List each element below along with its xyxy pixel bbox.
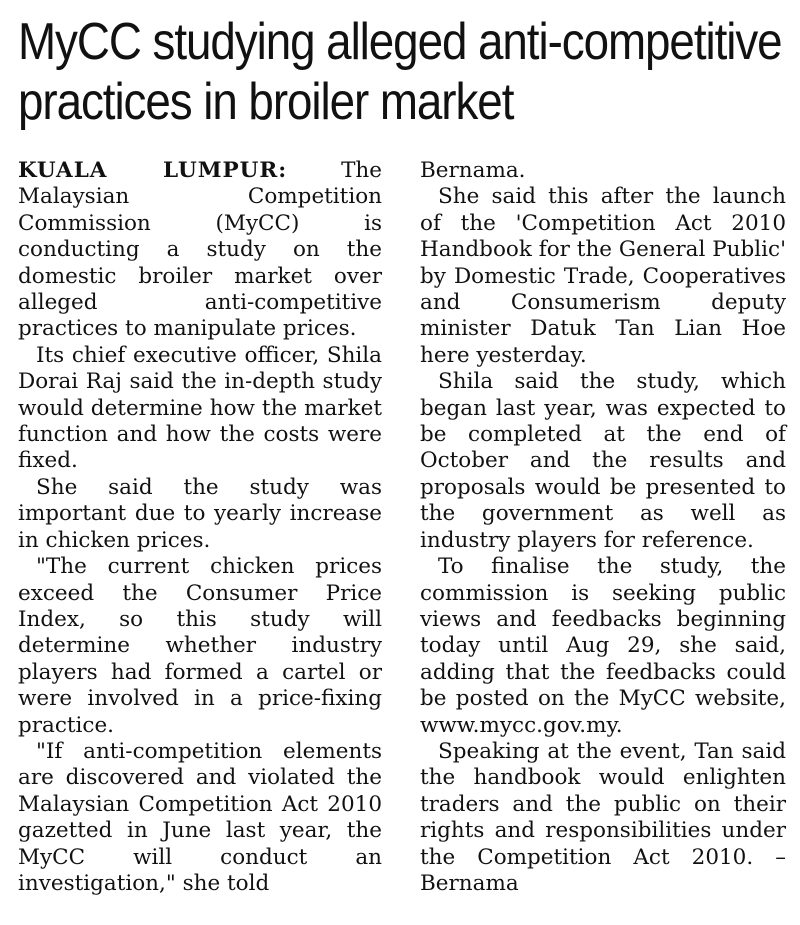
paragraph: Speaking at the event, Tan said the handbook would enlighten traders and the public on their rights and responsibilities under the Competition Act 2010. – Bernama	[420, 738, 786, 896]
paragraph: "If anti-competition elements are discovered and violated the Malaysian Competition Act 2010 gazetted in June last year, the MyCC will conduct an investigation," she told	[18, 738, 382, 896]
paragraph: She said this after the launch of the 'Competition Act 2010 Handbook for the General Public' by Domestic Trade, Cooperatives and Consumerism deputy minister Datuk Tan Lian Hoe here yesterday.	[420, 184, 786, 368]
headline-line-2: practices in broiler market	[18, 73, 514, 131]
dateline: KUALA LUMPUR:	[18, 158, 288, 183]
paragraph-lead	[18, 158, 382, 343]
paragraph: "The current chicken prices exceed the Consumer Price Index, so this study will determine whether industry players had formed a cartel or were involved in a price-fixing practice.	[18, 554, 382, 738]
paragraph: She said the study was important due to yearly increase in chicken prices.	[18, 474, 382, 553]
lead-text: The Malaysian Competition Commission (MyCC) is conducting a study on the domestic broiler market over alleged anti-competitive practices to manipulate prices.	[18, 158, 382, 342]
paragraph: Its chief executive officer, Shila Dorai Raj said the in-depth study would determine how the market function and how the costs were fixed.	[18, 342, 382, 474]
paragraph: To finalise the study, the commission is seeking public views and feedbacks beginning today until Aug 29, she said, adding that the feedbacks could be posted on the MyCC website, www.mycc.gov.my.	[420, 554, 786, 738]
paragraph: Shila said the study, which began last year, was expected to be completed at the end of October and the results and proposals would be presented to the government as well as industry players for reference.	[420, 369, 786, 553]
headline	[18, 12, 782, 132]
paragraph-continued: Bernama.	[420, 158, 526, 183]
article-column-right	[420, 158, 786, 897]
article-column-left	[18, 158, 382, 897]
headline-line-1: MyCC studying alleged anti-competitive	[18, 13, 782, 71]
